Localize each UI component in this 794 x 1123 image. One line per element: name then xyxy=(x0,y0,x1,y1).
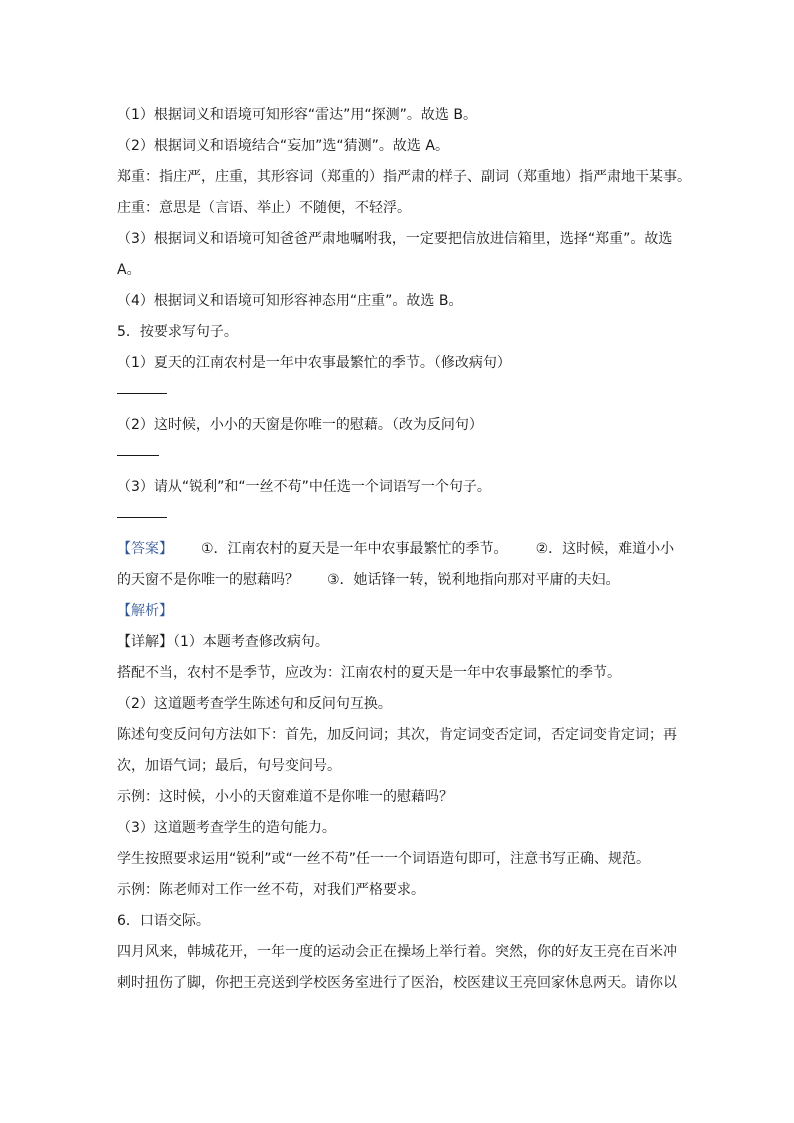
text-line: 庄重：意思是（言语、举止）不随便，不轻浮。 xyxy=(117,200,411,216)
question-item: （3）请从“锐利”和“一丝不苟”中任选一个词语写一个句子。 xyxy=(117,479,491,495)
question-heading: 5．按要求写句子。 xyxy=(117,324,238,340)
analysis-line xyxy=(117,627,677,658)
answer-blank xyxy=(117,503,677,534)
analysis-tag: 【解析】 xyxy=(117,603,173,619)
answer-item: ①．江南农村的夏天是一年中农事最繁忙的季节。 xyxy=(201,541,508,557)
analysis-line: 搭配不当，农村不是季节，应改为：江南农村的夏天是一年中农事最繁忙的季节。 xyxy=(117,665,621,681)
document-page xyxy=(117,100,691,999)
detail-tag: 【详解】 xyxy=(117,634,173,650)
text-line: 郑重：指庄严，庄重，其形容词（郑重的）指严肃的样子、副词（郑重地）指严肃地干某事。 xyxy=(117,169,691,185)
analysis-text: （1）本题考查修改病句。 xyxy=(173,634,329,650)
answer-item: ②．这时候，难道小小 xyxy=(535,541,675,557)
answer-line xyxy=(117,565,677,596)
analysis-line: 示例：陈老师对工作一丝不苟，对我们严格要求。 xyxy=(117,882,425,898)
question-item: （2）这时候，小小的天窗是你唯一的慰藉。（改为反问句） xyxy=(117,417,483,433)
answer-line xyxy=(117,534,677,565)
text-line: （4）根据词义和语境可知形容神态用“庄重”。故选 B。 xyxy=(117,293,463,309)
question-heading: 6．口语交际。 xyxy=(117,913,210,929)
analysis-line: （3）这道题考查学生的造句能力。 xyxy=(117,820,336,836)
analysis-line: 次，加语气词；最后，句号变问号。 xyxy=(117,758,341,774)
answer-item: 的天窗不是你唯一的慰藉吗？ xyxy=(117,572,299,588)
answer-item: ③．她话锋一转，锐利地指向那对平庸的夫妇。 xyxy=(327,572,620,588)
analysis-line: （2）这道题考查学生陈述句和反问句互换。 xyxy=(117,696,392,712)
analysis-line: 示例：这时候，小小的天窗难道不是你唯一的慰藉吗？ xyxy=(117,789,453,805)
text-line: （2）根据词义和语境结合“妄加”选“猜测”。故选 A。 xyxy=(117,138,449,154)
answer-blank xyxy=(117,379,677,410)
analysis-line: 陈述句变反问句方法如下：首先，加反问词；其次，肯定词变否定词，否定词变肯定词；再 xyxy=(117,727,677,743)
text-line: 四月风来，韩城花开，一年一度的运动会正在操场上举行着。突然，你的好友王亮在百米冲 xyxy=(117,944,677,960)
analysis-line: 学生按照要求运用“锐利”或“一丝不苟”任一一个词语造句即可，注意书写正确、规范。 xyxy=(117,851,651,867)
answer-tag: 【答案】 xyxy=(117,541,173,557)
text-line: （3）根据词义和语境可知爸爸严肃地嘱咐我，一定要把信放进信箱里，选择“郑重”。故选 xyxy=(117,231,673,247)
question-item: （1）夏天的江南农村是一年中农事最繁忙的季节。（修改病句） xyxy=(117,355,511,371)
text-line: A。 xyxy=(117,262,141,278)
analysis-line xyxy=(117,596,677,627)
text-line: 刺时扭伤了脚，你把王亮送到学校医务室进行了医治，校医建议王亮回家休息两天。请你以 xyxy=(117,975,677,991)
text-line: （1）根据词义和语境可知形容“雷达”用“探测”。故选 B。 xyxy=(117,107,477,123)
answer-blank xyxy=(117,441,677,472)
